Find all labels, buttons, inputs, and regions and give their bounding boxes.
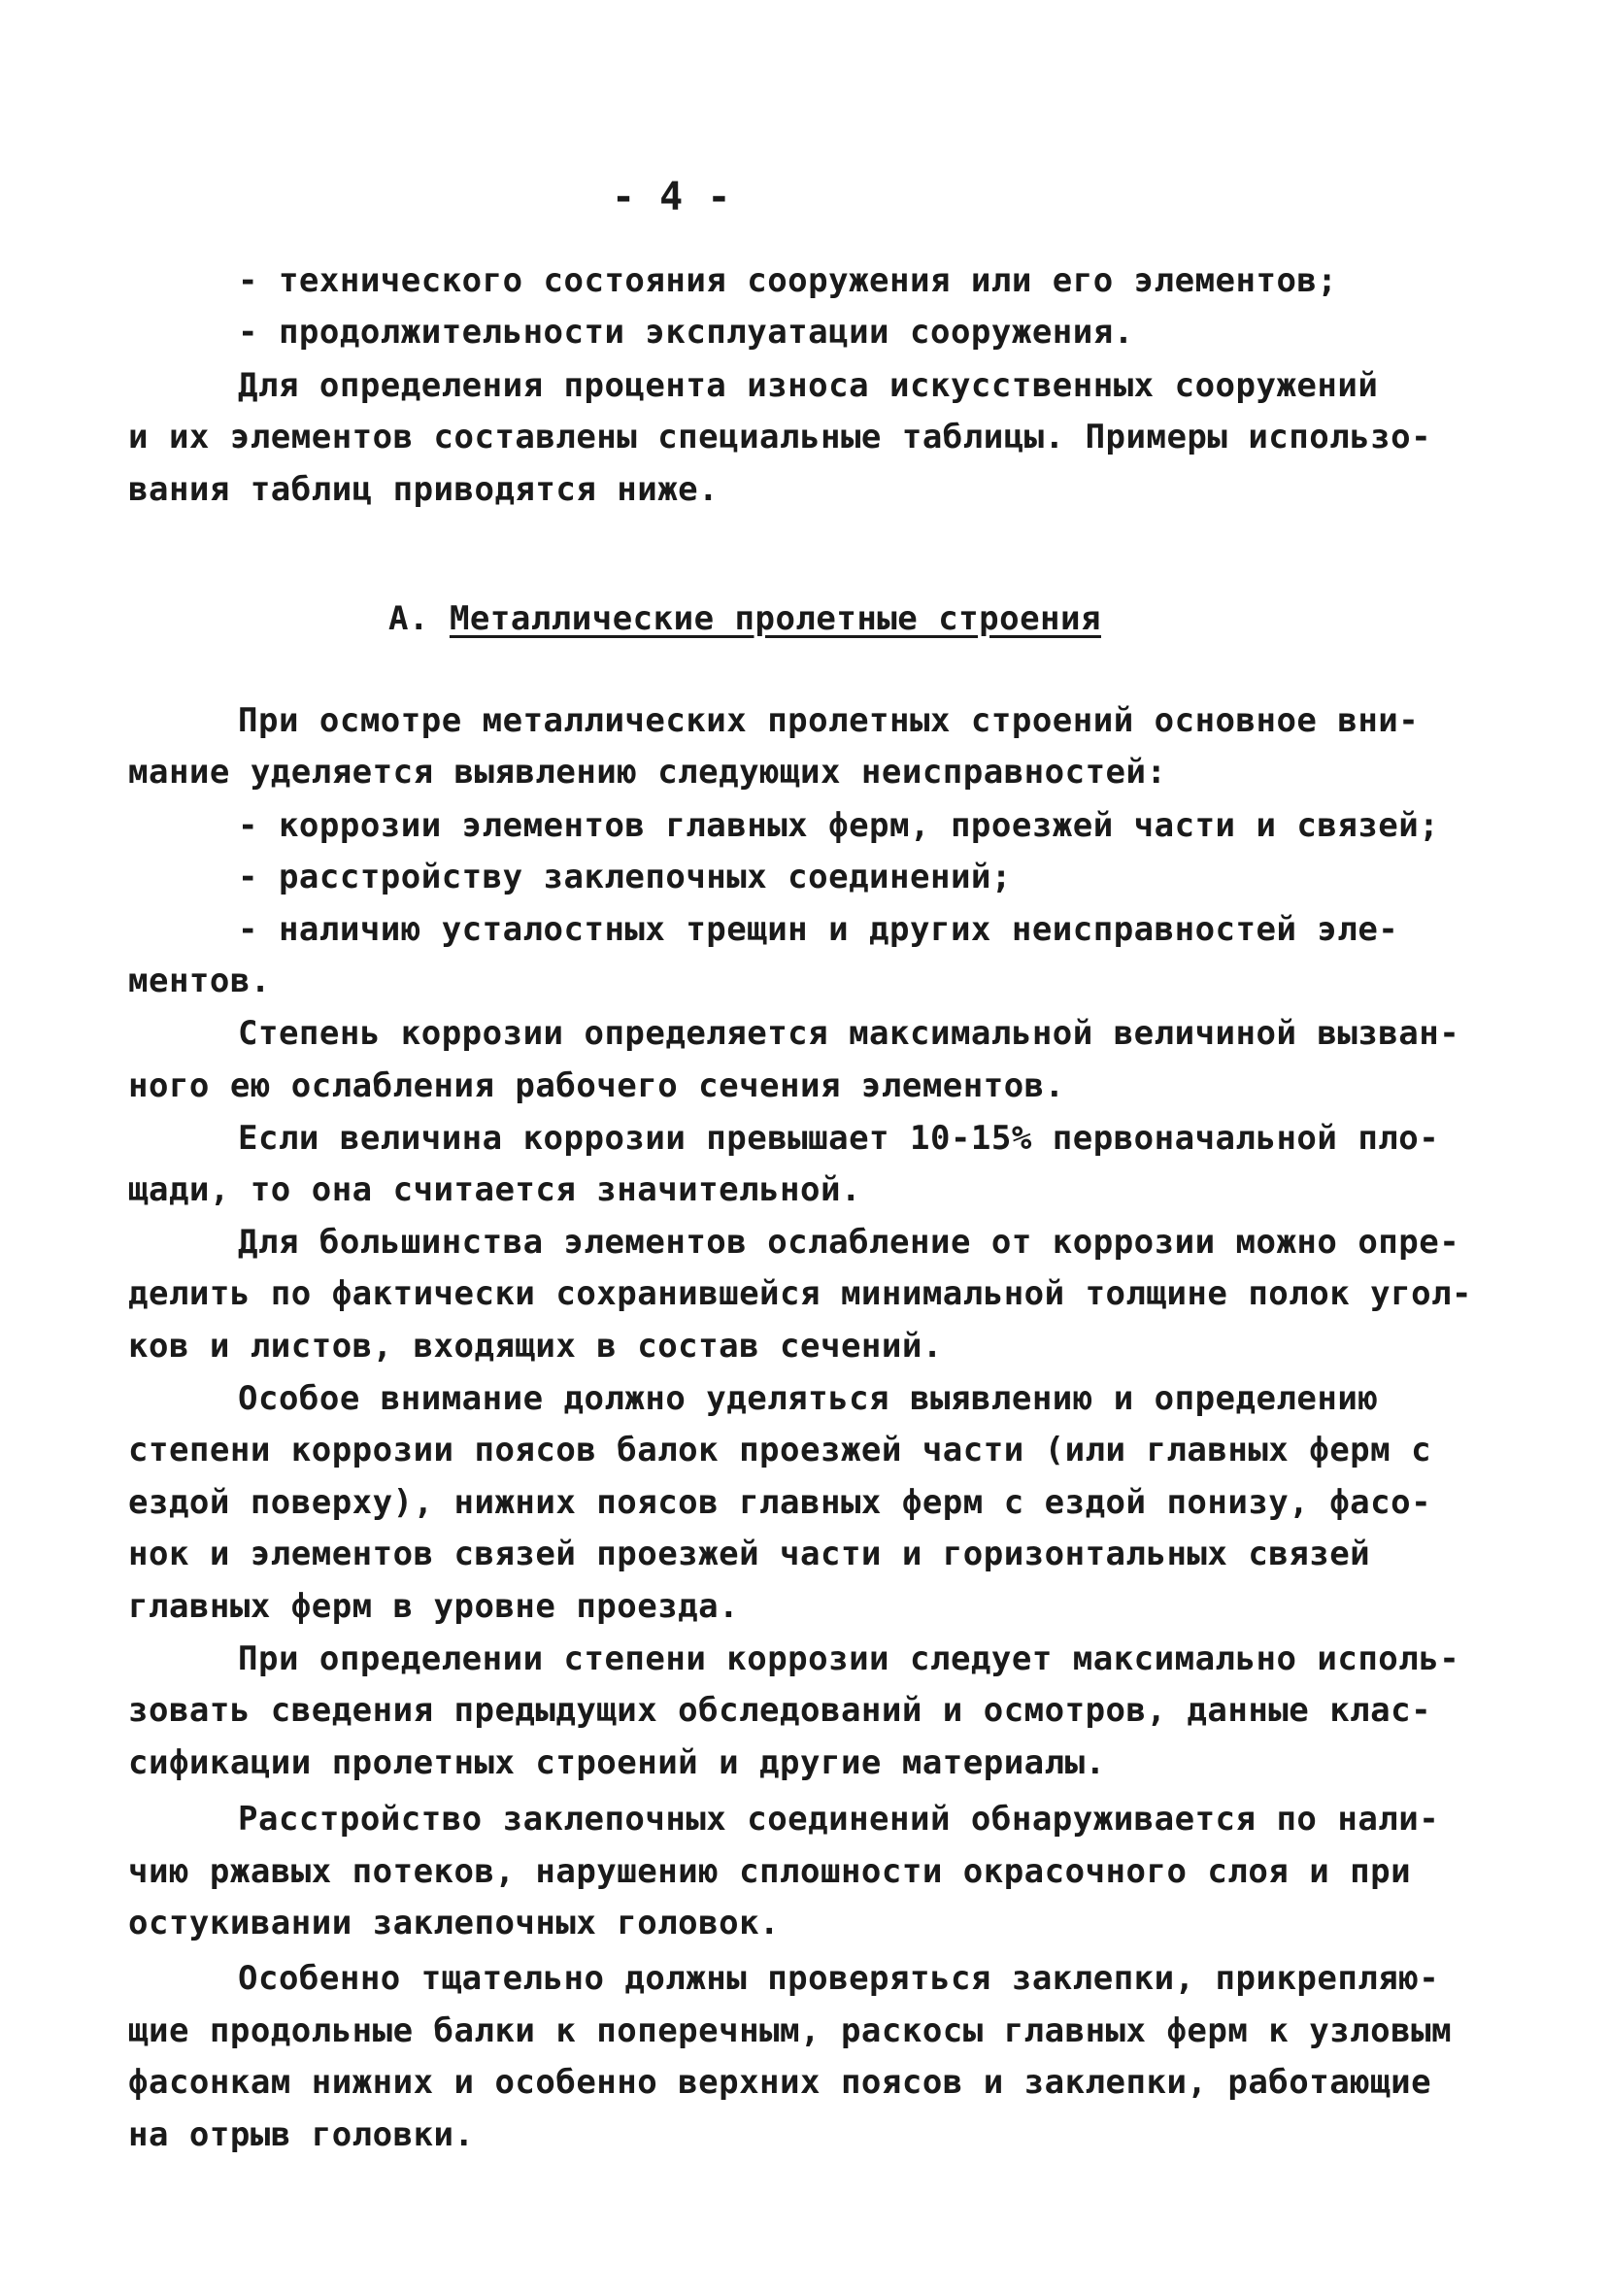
section-heading <box>388 599 1101 638</box>
body-line-3: - коррозии элементов главных ферм, проезжей части и связей; <box>238 806 1440 845</box>
body-line-1: При осмотре металлических пролетных строений основное вни- <box>238 701 1420 740</box>
body-line-11: Для большинства элементов ослабление от коррозии можно опре- <box>238 1223 1460 1262</box>
body-line-19: При определении степени коррозии следует максимально исполь- <box>238 1639 1460 1678</box>
body-line-10: щади, то она считается значительной. <box>128 1170 861 1209</box>
body-line-6: ментов. <box>128 962 271 1000</box>
intro-line-4: и их элементов составлены специальные таблицы. Примеры использо- <box>128 418 1432 456</box>
body-line-18: главных ферм в уровне проезда. <box>128 1587 740 1626</box>
body-line-5: - наличию усталостных трещин и других неисправностей эле- <box>238 910 1399 949</box>
intro-line-2: - продолжительности эксплуатации сооружения. <box>238 313 1134 352</box>
body-line-23: чию ржавых потеков, нарушению сплошности окрасочного слоя и при <box>128 1852 1412 1891</box>
section-heading-title: Металлические пролетные строения <box>449 599 1101 638</box>
body-line-25: Особенно тщательно должны проверяться заклепки, прикрепляю- <box>238 1959 1440 1998</box>
body-line-2: мание уделяется выявлению следующих неисправностей: <box>128 753 1167 792</box>
body-line-27: фасонкам нижних и особенно верхних поясов и заклепки, работающие <box>128 2063 1432 2102</box>
intro-line-3: Для определения процента износа искусственных сооружений <box>238 366 1379 405</box>
intro-line-5: вания таблиц приводятся ниже. <box>128 470 720 509</box>
body-line-24: остукивании заклепочных головок. <box>128 1904 781 1942</box>
body-line-20: зовать сведения предыдущих обследований и осмотров, данные клас- <box>128 1691 1432 1730</box>
page-number: - 4 - <box>612 175 731 219</box>
body-line-22: Расстройство заклепочных соединений обнаруживается по нали- <box>238 1800 1440 1839</box>
body-line-28: на отрыв головки. <box>128 2115 475 2154</box>
body-line-8: ного ею ослабления рабочего сечения элементов. <box>128 1066 1065 1105</box>
section-heading-letter: А. <box>388 599 429 638</box>
body-line-12: делить по фактически сохранившейся минимальной толщине полок угол- <box>128 1274 1473 1313</box>
body-line-14: Особое внимание должно уделяться выявлению и определению <box>238 1379 1379 1418</box>
body-line-9: Если величина коррозии превышает 10-15% первоначальной пло- <box>238 1119 1440 1158</box>
body-line-7: Степень коррозии определяется максимальной величиной вызван- <box>238 1014 1460 1053</box>
body-line-16: ездой поверху), нижних поясов главных ферм с ездой понизу, фасо- <box>128 1483 1432 1522</box>
body-line-13: ков и листов, входящих в состав сечений. <box>128 1327 943 1366</box>
body-line-26: щие продольные балки к поперечным, раскосы главных ферм к узловым <box>128 2011 1453 2050</box>
intro-line-1: - технического состояния сооружения или его элементов; <box>238 261 1338 300</box>
body-line-15: степени коррозии поясов балок проезжей части (или главных ферм с <box>128 1431 1432 1469</box>
body-line-4: - расстройству заклепочных соединений; <box>238 858 1012 896</box>
body-line-17: нок и элементов связей проезжей части и горизонтальных связей <box>128 1535 1371 1573</box>
body-line-21: сификации пролетных строений и другие материалы. <box>128 1743 1106 1782</box>
